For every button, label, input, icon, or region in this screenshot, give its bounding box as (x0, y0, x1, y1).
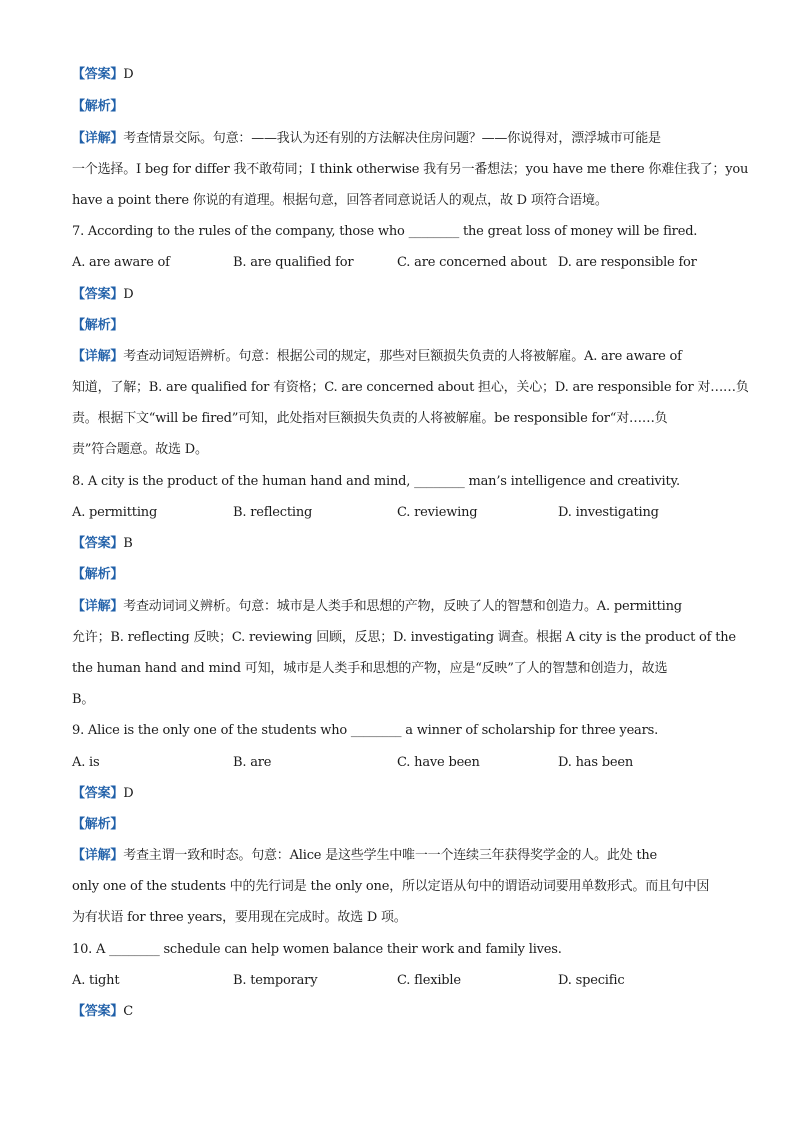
answer-value: D (123, 786, 134, 801)
question-q9: 9. Alice is the only one of the students who ________ a winner of scholarship for three years. (72, 723, 659, 738)
answer-tag: 【答案】 (72, 1004, 124, 1019)
detail-line-q8-4: B。 (72, 692, 95, 707)
analysis-tag: 【解析】 (72, 99, 124, 114)
detail-line-q8-2: 允许；B. reflecting 反映；C. reviewing 回顾，反思；D. investigating 调查。根据 A city is the product of the (72, 630, 736, 645)
detail-tag: 【详解】 (72, 131, 124, 146)
option-b: B. reflecting (233, 505, 313, 520)
answer-tag: 【答案】 (72, 786, 124, 801)
answer-tag: 【答案】 (72, 67, 124, 82)
analysis-line-q7 (72, 317, 123, 335)
analysis-line-q6 (72, 98, 123, 116)
options-q9 (72, 754, 722, 772)
detail-tag: 【详解】 (72, 848, 124, 863)
question-q8: 8. A city is the product of the human hand and mind, ________ man’s intelligence and creativity. (72, 474, 680, 489)
detail-line-q6-1 (72, 130, 661, 148)
analysis-line-q8 (72, 566, 123, 584)
option-d: D. has been (558, 755, 634, 770)
answer-line-q6 (72, 66, 133, 84)
question-q7: 7. According to the rules of the company, those who ________ the great loss of money will be fired. (72, 224, 698, 239)
option-b: B. are (233, 755, 272, 770)
detail-line-q7-4: 责”符合题意。故选 D。 (72, 442, 208, 457)
detail-line-q6-2: 一个选择。I beg for differ 我不敢苟同；I think otherwise 我有另一番想法；you have me there 你难住我了；you (72, 162, 749, 177)
detail-line-q7-3: 责。根据下文“will be fired”可知，此处指对巨额损失负责的人将被解雇。be responsible for“对……负 (72, 411, 668, 426)
answer-value: D (123, 287, 134, 302)
answer-value: B (123, 536, 133, 551)
options-q10 (72, 972, 722, 990)
detail-text: 考查动词短语辨析。句意：根据公司的规定，那些对巨额损失负责的人将被解雇。A. are aware of (123, 349, 682, 364)
detail-text: 考查动词词义辨析。句意：城市是人类手和思想的产物，反映了人的智慧和创造力。A. permitting (123, 599, 682, 614)
detail-tag: 【详解】 (72, 349, 124, 364)
options-q8 (72, 504, 722, 522)
question-q10: 10. A ________ schedule can help women balance their work and family lives. (72, 942, 562, 957)
option-c: C. are concerned about (397, 255, 547, 270)
option-a: A. tight (72, 973, 120, 988)
answer-line-q10 (72, 1003, 133, 1021)
answer-tag: 【答案】 (72, 536, 124, 551)
answer-value: D (123, 67, 134, 82)
option-c: C. reviewing (397, 505, 478, 520)
analysis-line-q9 (72, 816, 123, 834)
option-a: A. is (72, 755, 100, 770)
answer-tag: 【答案】 (72, 287, 124, 302)
analysis-tag: 【解析】 (72, 567, 124, 582)
detail-line-q9-3: 为有状语 for three years，要用现在完成时。故选 D 项。 (72, 910, 407, 925)
option-c: C. flexible (397, 973, 461, 988)
option-a: A. are aware of (72, 255, 170, 270)
detail-text: 考查情景交际。句意：——我认为还有别的方法解决住房问题？——你说得对，漂浮城市可能是 (123, 131, 661, 146)
option-d: D. are responsible for (558, 255, 697, 270)
detail-line-q6-3: have a point there 你说的有道理。根据句意，回答者同意说话人的观点，故 D 项符合语境。 (72, 193, 608, 208)
answer-value: C (123, 1004, 133, 1019)
detail-line-q9-1 (72, 847, 657, 865)
analysis-tag: 【解析】 (72, 318, 124, 333)
option-b: B. temporary (233, 973, 318, 988)
options-q7 (72, 254, 722, 272)
detail-text: 考查主谓一致和时态。句意：Alice 是这些学生中唯一一个连续三年获得奖学金的人。此处 the (123, 848, 658, 863)
option-a: A. permitting (72, 505, 158, 520)
detail-line-q8-1 (72, 598, 682, 616)
analysis-tag: 【解析】 (72, 817, 124, 832)
answer-line-q8 (72, 535, 133, 553)
detail-tag: 【详解】 (72, 599, 124, 614)
option-b: B. are qualified for (233, 255, 354, 270)
detail-line-q9-2: only one of the students 中的先行词是 the only one，所以定语从句中的谓语动词要用单数形式。而且句中因 (72, 879, 710, 894)
detail-line-q7-2: 知道，了解；B. are qualified for 有资格；C. are concerned about 担心，关心；D. are responsible for 对……负 (72, 380, 749, 395)
option-d: D. specific (558, 973, 625, 988)
detail-line-q7-1 (72, 348, 682, 366)
answer-line-q7 (72, 286, 133, 304)
answer-line-q9 (72, 785, 133, 803)
detail-line-q8-3: the human hand and mind 可知，城市是人类手和思想的产物，应是“反映”了人的智慧和创造力，故选 (72, 661, 668, 676)
option-d: D. investigating (558, 505, 659, 520)
option-c: C. have been (397, 755, 480, 770)
